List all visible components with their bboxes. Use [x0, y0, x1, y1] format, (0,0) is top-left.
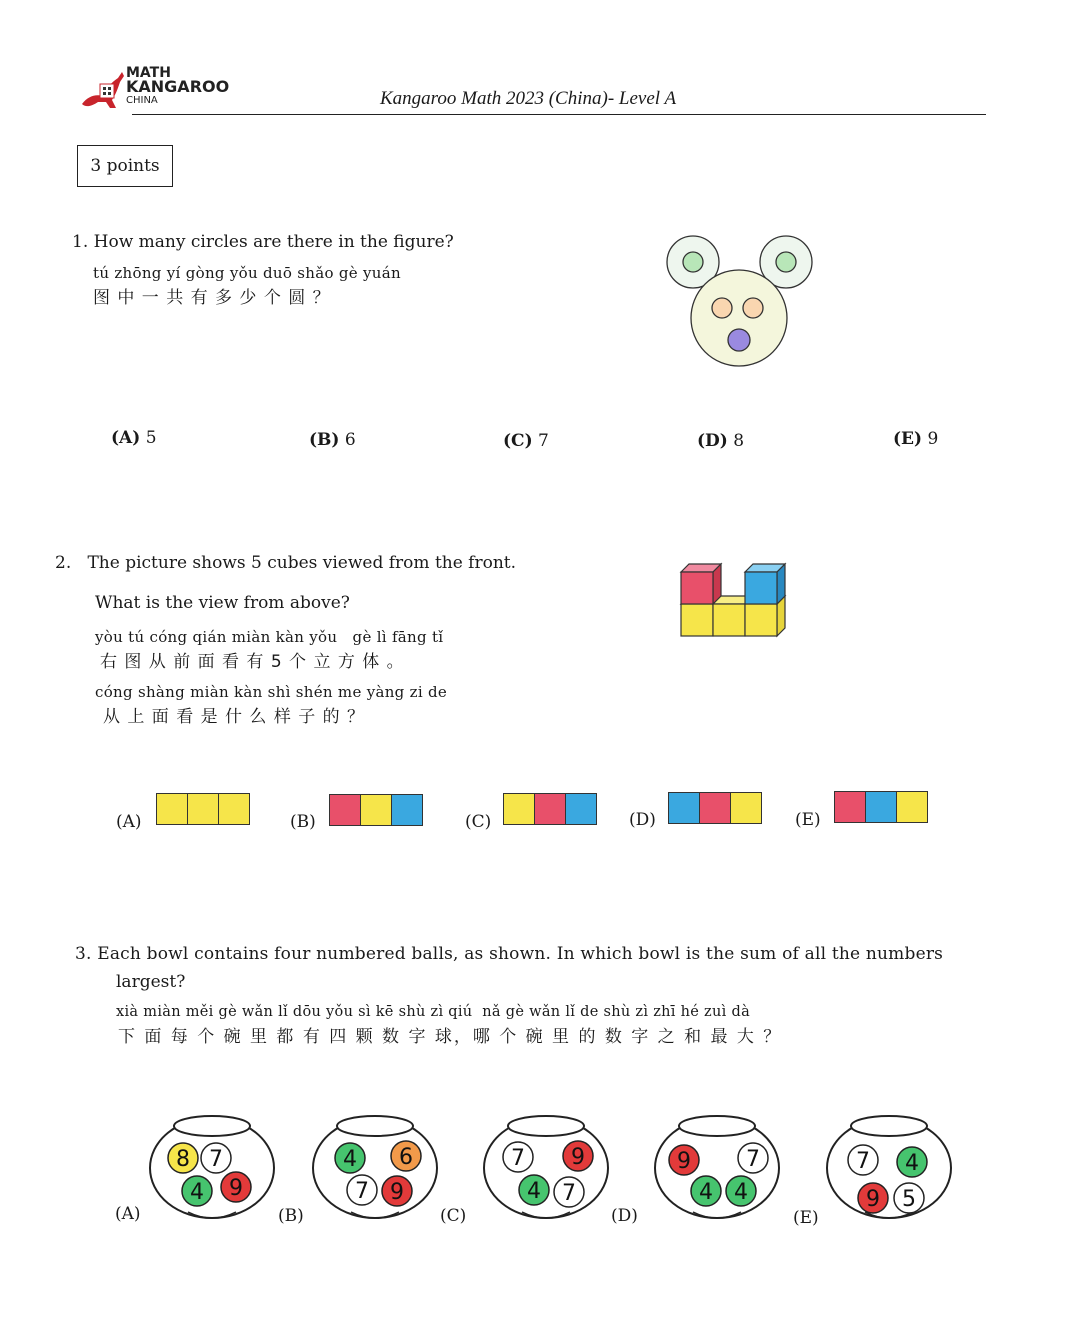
q1-hanzi: 图 中 一 共 有 多 少 个 圆 ？ [93, 288, 331, 308]
ball-number: 4 [190, 1180, 204, 1205]
q2-option-e-strip[interactable] [834, 791, 928, 823]
q1-question: How many circles are there in the figure? [93, 232, 454, 252]
strip-cell [219, 794, 249, 824]
q3-option-label[interactable]: (C) [440, 1206, 467, 1226]
q3-text-line1: 3. Each bowl contains four numbered balls, as shown. In which bowl is the sum of all the numbers [75, 944, 944, 964]
math-kangaroo-logo [78, 65, 230, 112]
q3-option-label[interactable]: (D) [611, 1206, 638, 1226]
ball-number: 7 [746, 1147, 760, 1172]
ball-number: 4 [905, 1151, 919, 1176]
q3-number: 3. [75, 944, 92, 964]
q2-option-e-label[interactable]: (E) [795, 810, 821, 830]
q1-text [72, 232, 454, 252]
bowl-rim [508, 1116, 584, 1136]
q3-bowl[interactable] [311, 1112, 443, 1224]
q2-number: 2. [55, 553, 72, 573]
strip-cell [731, 793, 761, 823]
q2-option-b-strip[interactable] [329, 794, 423, 826]
q2-option-c-label[interactable]: (C) [465, 812, 492, 832]
right-eye-circle [743, 298, 763, 318]
q3-text-line2: largest? [116, 972, 186, 992]
ball-number: 9 [229, 1176, 243, 1201]
strip-cell [392, 795, 422, 825]
q3-pinyin: xià miàn měi gè wǎn lǐ dōu yǒu sì kē shù zì qiú nǎ gè wǎn lǐ de shù zì zhī hé zuì dà [116, 1004, 751, 1020]
strip-cell [535, 794, 566, 824]
q3-option-label[interactable]: (A) [115, 1204, 141, 1224]
bowl-rim [337, 1116, 413, 1136]
q2-text-line1: 2. The picture shows 5 cubes viewed from the front. [55, 553, 517, 573]
ball-number: 6 [399, 1145, 413, 1170]
q3-hanzi: 下 面 每 个 碗 里 都 有 四 颗 数 字 球，哪 个 碗 里 的 数 字 之 和 最 大 ？ [118, 1027, 783, 1047]
ball-number: 4 [527, 1179, 541, 1204]
mouth-circle [728, 329, 750, 351]
left-inner-circle [683, 252, 703, 272]
kangaroo-logo-icon [78, 66, 126, 112]
strip-cell [700, 793, 731, 823]
q1-option-b[interactable]: (B) 6 [309, 430, 356, 450]
strip-cell [669, 793, 700, 823]
q2-option-c-strip[interactable] [503, 793, 597, 825]
ball-number: 7 [562, 1181, 576, 1206]
left-eye-circle [712, 298, 732, 318]
q2-option-a-strip[interactable] [156, 793, 250, 825]
ball-number: 7 [209, 1147, 223, 1172]
strip-cell [157, 794, 188, 824]
ball-number: 7 [355, 1179, 369, 1204]
q3-option-label[interactable]: (E) [793, 1208, 819, 1228]
ball-number: 4 [343, 1147, 357, 1172]
bowl-rim [174, 1116, 250, 1136]
q2-pinyin-line1: yòu tú cóng qián miàn kàn yǒu gè lì fāng tǐ [95, 628, 444, 646]
page-header-title: Kangaroo Math 2023 (China)- Level A [380, 88, 677, 109]
q3-bowl[interactable] [653, 1112, 785, 1224]
logo-line-math: MATH [126, 65, 171, 81]
q2-text-line2: What is the view from above? [95, 593, 350, 613]
ball-number: 4 [699, 1180, 713, 1205]
ball-number: 9 [390, 1180, 404, 1205]
q1-option-c[interactable]: (C) 7 [503, 431, 549, 451]
q2-option-d-strip[interactable] [668, 792, 762, 824]
bowl-rim [851, 1116, 927, 1136]
q1-option-a[interactable]: (A) 5 [111, 428, 157, 448]
q2-hanzi-line2: 从 上 面 看 是 什 么 样 子 的 ？ [103, 707, 366, 727]
ball-number: 5 [902, 1187, 916, 1212]
strip-cell [330, 795, 361, 825]
strip-cell [361, 795, 392, 825]
q1-option-e[interactable]: (E) 9 [893, 429, 939, 449]
q2-option-a-label[interactable]: (A) [116, 812, 142, 832]
ball-number: 7 [511, 1146, 525, 1171]
ball-number: 9 [677, 1149, 691, 1174]
strip-cell [566, 794, 596, 824]
q2-pinyin-line2: cóng shàng miàn kàn shì shén me yàng zi de [95, 683, 448, 701]
q2-cubes-figure [676, 560, 792, 640]
ball-number: 9 [866, 1187, 880, 1212]
q1-pinyin: tú zhōng yí gòng yǒu duō shǎo gè yuán [93, 264, 401, 282]
q1-number: 1. [72, 232, 89, 252]
strip-cell [504, 794, 535, 824]
q3-bowl[interactable] [148, 1112, 280, 1224]
ball-number: 9 [571, 1145, 585, 1170]
q1-circles-figure [660, 232, 820, 374]
ball-number: 7 [856, 1149, 870, 1174]
bowl-rim [679, 1116, 755, 1136]
q2-hanzi-line1: 右 图 从 前 面 看 有 5 个 立 方 体 。 [100, 652, 405, 672]
ball-number: 4 [734, 1180, 748, 1205]
ball-number: 8 [176, 1147, 190, 1172]
q3-option-label[interactable]: (B) [278, 1206, 304, 1226]
q2-option-d-label[interactable]: (D) [629, 810, 656, 830]
points-section-label: 3 points [77, 145, 173, 187]
q3-bowl[interactable] [482, 1112, 614, 1224]
strip-cell [835, 792, 866, 822]
logo-line-china: CHINA [126, 95, 158, 106]
right-inner-circle [776, 252, 796, 272]
q3-bowl[interactable] [825, 1112, 957, 1224]
logo-line-kangaroo: KANGAROO [126, 77, 230, 96]
strip-cell [866, 792, 897, 822]
strip-cell [188, 794, 219, 824]
q1-option-d[interactable]: (D) 8 [697, 431, 745, 451]
q2-option-b-label[interactable]: (B) [290, 812, 316, 832]
header-divider [132, 114, 986, 115]
strip-cell [897, 792, 927, 822]
